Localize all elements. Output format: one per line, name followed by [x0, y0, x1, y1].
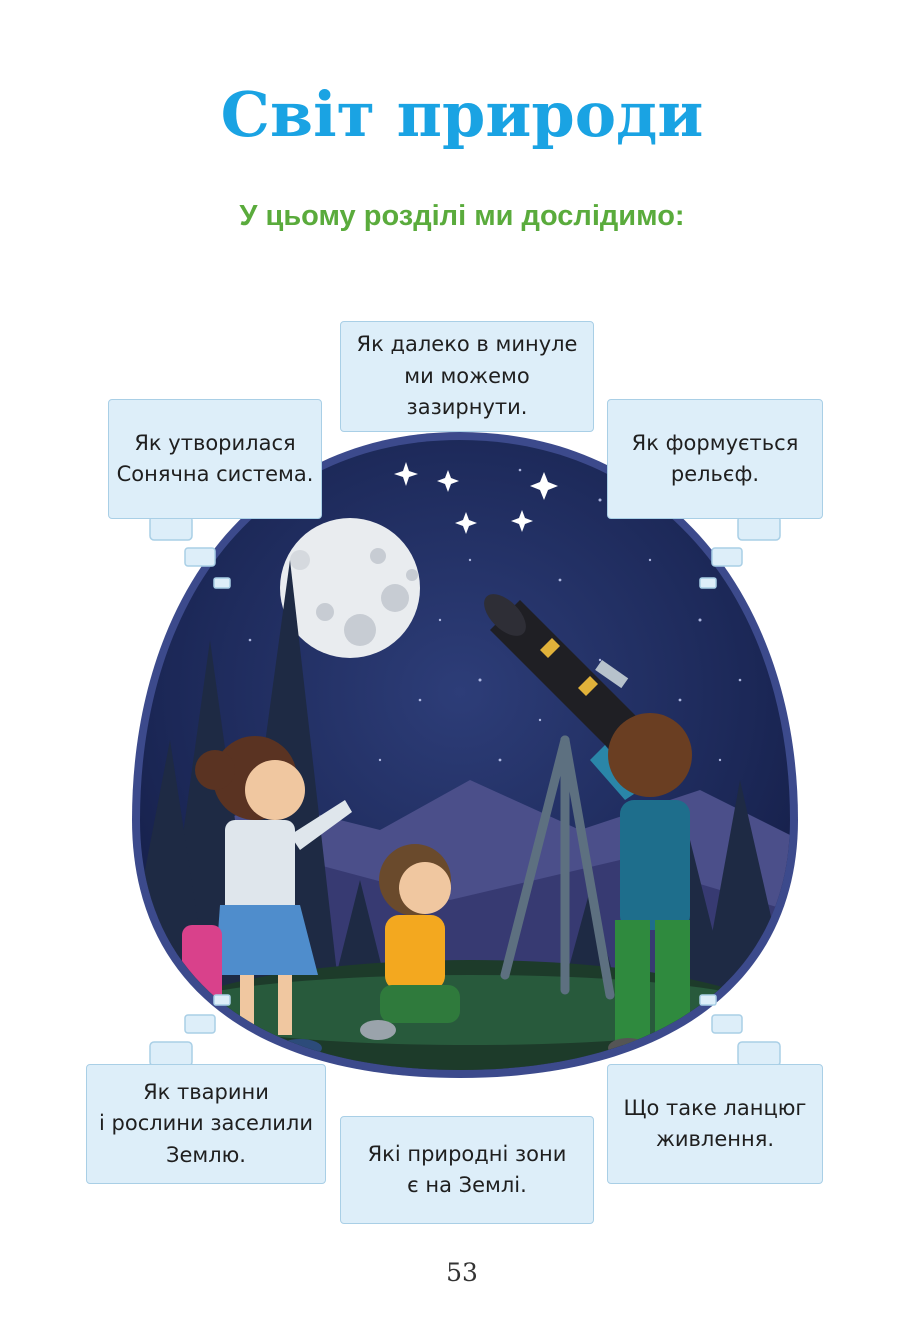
topic-box-food-chain: Що таке ланцюг живлення. — [607, 1064, 823, 1184]
moon — [280, 518, 420, 658]
topic-box-animals-plants: Як тварини і рослини заселили Землю. — [86, 1064, 326, 1184]
page-number: 53 — [446, 1258, 478, 1287]
topic-box-relief: Як формується рельєф. — [607, 399, 823, 519]
page-title: Світ природи — [220, 78, 704, 151]
topic-box-natural-zones: Які природні зони є на Землі. — [340, 1116, 594, 1224]
topic-box-solar-system: Як утворилася Сонячна система. — [108, 399, 322, 519]
page-subtitle: У цьому розділі ми дослідимо: — [239, 200, 685, 232]
topic-box-past: Як далеко в минуле ми можемо зазирнути. — [340, 321, 594, 432]
